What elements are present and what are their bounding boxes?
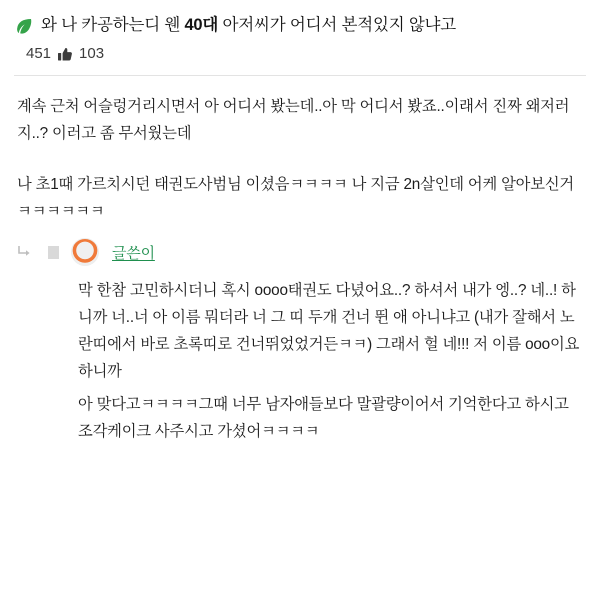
post-body bbox=[0, 76, 600, 225]
post-title bbox=[41, 14, 456, 36]
view-count: 451 bbox=[26, 45, 52, 62]
reply-badge-icon bbox=[48, 246, 59, 259]
post-paragraph: 나 초1때 가르치시던 태권도사범님 이셨음ㅋㅋㅋㅋ 나 지금 2n살인데 어케 알아보신거ㅋㅋㅋㅋㅋㅋ bbox=[17, 176, 574, 220]
reply-header bbox=[17, 235, 584, 269]
reply-author-name[interactable]: 글쓴이 bbox=[112, 244, 155, 262]
reply-arrow-icon bbox=[17, 245, 33, 259]
post-title-prefix: 와 나 카공하는디 웬 bbox=[41, 16, 185, 34]
reply-body bbox=[17, 269, 584, 445]
like-count: 103 bbox=[79, 45, 105, 62]
reply-paragraph: 막 한참 고민하시더니 혹시 oooo태권도 다녔어요..? 하셔서 내가 엥..? 네..! 하니까 너..너 아 이름 뭐더라 너 그 띠 두개 건너 뛴 애 아니냐고 (내가 잘해서 노란띠에서 바로 초록띠로 건너뛰었었거든ㅋㅋ) 그래서 헐 네!!! 저 이름 ooo이요 하니까 bbox=[78, 282, 580, 380]
reply-block bbox=[0, 235, 600, 445]
avatar[interactable] bbox=[71, 238, 99, 266]
post-title-bold: 40대 bbox=[184, 16, 219, 34]
thumbs-up-icon[interactable] bbox=[57, 46, 73, 63]
reply-paragraph: 아 맞다고ㅋㅋㅋㅋ그때 너무 남자애들보다 말괄량이어서 기억한다고 하시고 조각케이크 사주시고 가셨어ㅋㅋㅋㅋ bbox=[78, 396, 569, 440]
post-title-row bbox=[0, 0, 600, 36]
post-title-suffix: 아저씨가 어디서 본적있지 않냐고 bbox=[218, 16, 457, 34]
leaf-icon bbox=[14, 16, 34, 36]
post-paragraph: 계속 근처 어슬렁거리시면서 아 어디서 봤는데..아 막 어디서 봤죠..이래서 진짜 왜저러지..? 이러고 좀 무서웠는데 bbox=[17, 98, 570, 142]
post-stats bbox=[0, 36, 600, 62]
